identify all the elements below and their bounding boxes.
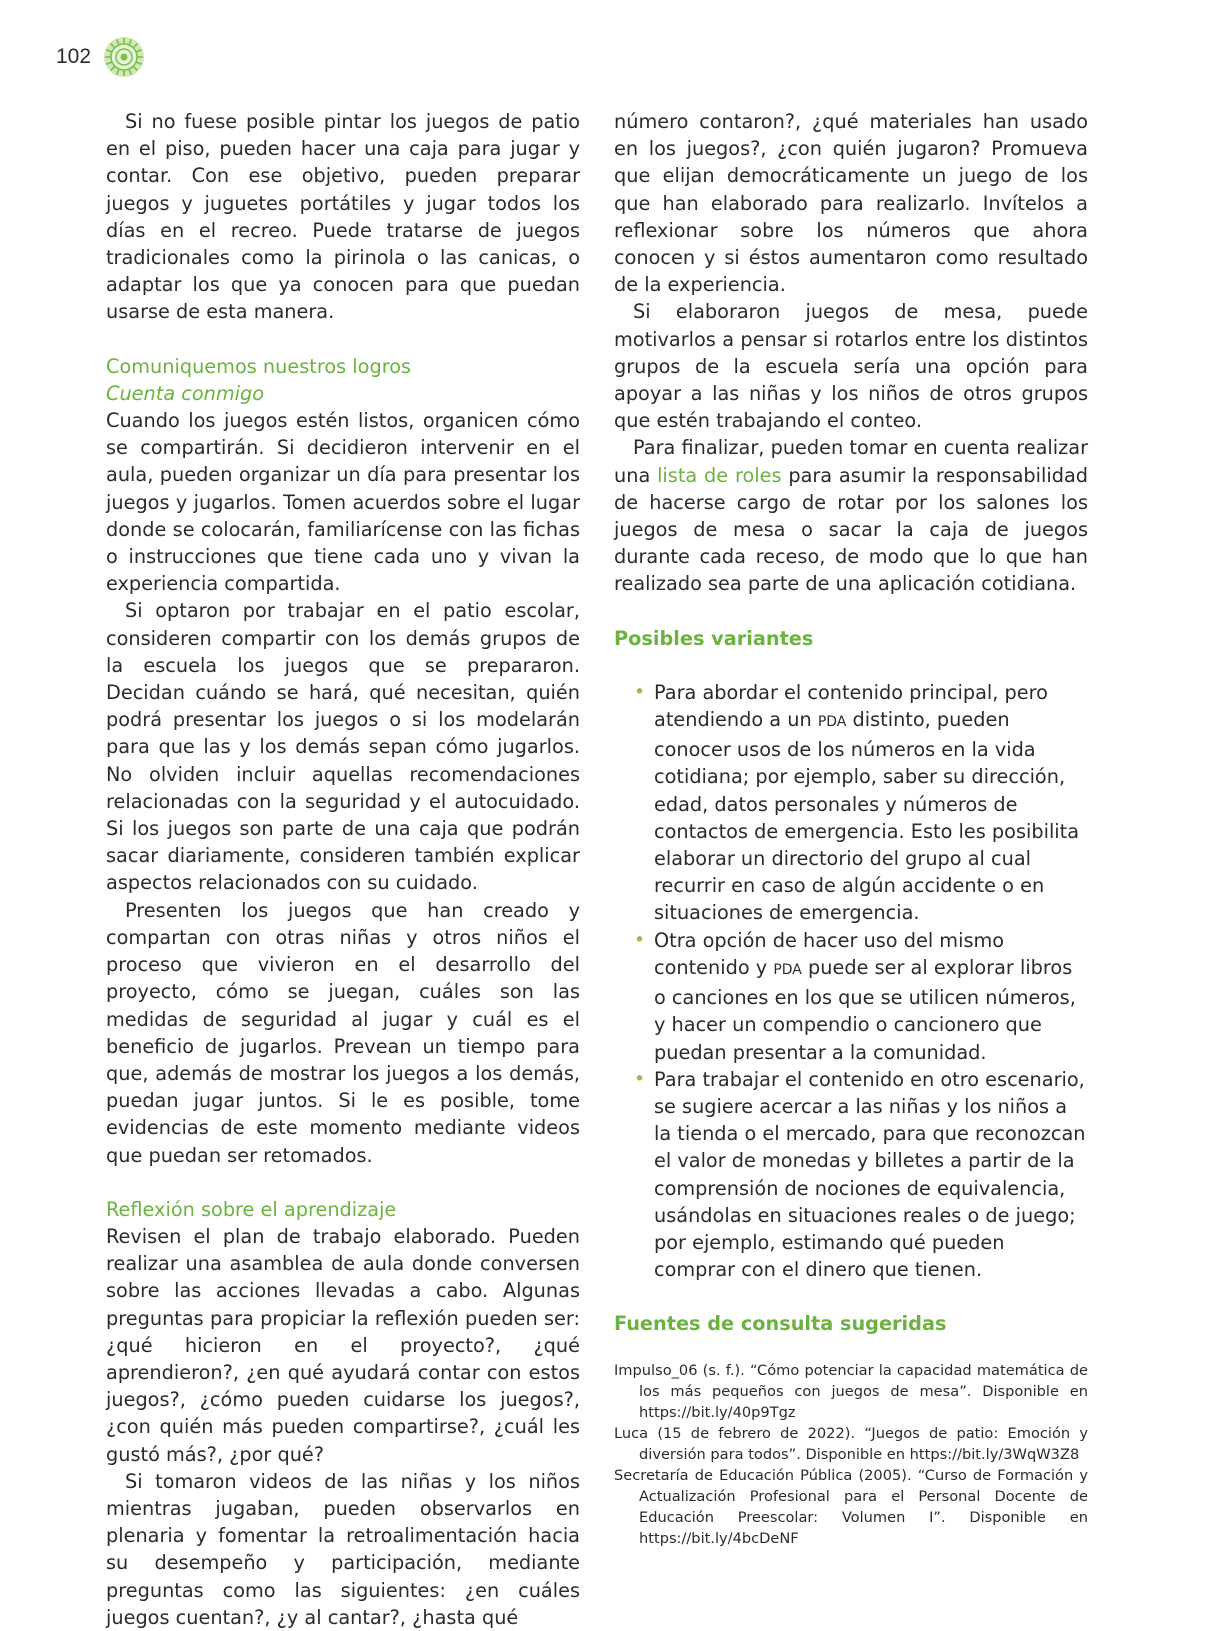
right-column	[614, 108, 1088, 1549]
paragraph: Si no fuese posible pintar los juegos de patio en el piso, pueden hacer una caja para jugar y contar. Con ese objetivo, pueden preparar juegos y juguetes portátiles y jugar todos los días en el recreo. Puede tratarse de juegos tradicionales como la pirinola o las canicas, o adaptar los que ya conocen para que puedan usarse de esta manera.	[106, 110, 580, 324]
list-item: • Otra opción de hacer uso del mismo contenido y PDA puede ser al explorar libros o canciones en los que se utilicen números, y hacer un compendio o cancionero que puedan presentar a la comunidad.	[634, 928, 1076, 1064]
reference-item: Impulso_06 (s. f.). “Cómo potenciar la capacidad matemática de los más pequeños con juegos de mesa”. Disponible en https://bit.ly/40p9Tgz	[614, 1361, 1088, 1421]
section-heading-logros: Comuniquemos nuestros logros	[106, 354, 412, 378]
roles-link[interactable]: lista de roles	[657, 463, 782, 487]
variants-list	[614, 679, 1088, 1283]
section-heading-reflexion: Reflexión sobre el aprendizaje	[106, 1197, 397, 1221]
bullet-icon: •	[634, 928, 646, 951]
bullet-icon: •	[634, 1067, 646, 1090]
list-item: • Para trabajar el contenido en otro escenario, se sugiere acercar a las niñas y los niños a la tienda o el mercado, para que reconozcan el valor de monedas y billetes a partir de la comprensión de nociones de equivalencia, usándolas en situaciones reales o de juego; por ejemplo, estimando qué pueden comprar con el dinero que tienen.	[634, 1067, 1086, 1282]
reference-item: Luca (15 de febrero de 2022). “Juegos de patio: Emoción y diversión para todos”. Disponible en https://bit.ly/3WqW3Z8	[614, 1424, 1088, 1463]
emblem-icon	[103, 36, 145, 78]
paragraph: Si optaron por trabajar en el patio escolar, consideren compartir con los demás grupos de la escuela los juegos que se prepararon. Decidan cuándo se hará, qué necesitan, quién podrá presentar los juegos o si los modelarán para que las y los demás sepan cómo jugarlos. No olviden incluir aquellas recomendaciones relacionadas con la seguridad y el autocuidado. Si los juegos son parte de una caja que podrán sacar diariamente, consideren también explicar aspectos relacionados con su cuidado.	[106, 599, 580, 895]
paragraph: número contaron?, ¿qué materiales han usado en los juegos?, ¿con quién jugaron? Promueva que elijan democráticamente un juego de los que han elaborado para realizarlo. Invítelos a reflexionar sobre los números que ahora conocen y si éstos aumentaron como resultado de la experiencia.	[614, 110, 1088, 297]
paragraph: Si tomaron videos de las niñas y los niños mientras jugaban, pueden observarlos en plenaria y fomentar la retroalimentación hacia su desempeño y participación, mediante preguntas como las siguientes: ¿en cuáles juegos cuentan?, ¿y al cantar?, ¿hasta qué	[106, 1469, 580, 1629]
page-number: 102	[56, 45, 92, 68]
paragraph: Revisen el plan de trabajo elaborado. Pueden realizar una asamblea de aula donde conversen sobre las acciones llevadas a cabo. Algunas preguntas para propiciar la reflexión pueden ser: ¿qué hicieron en el proyecto?, ¿qué aprendieron?, ¿en qué ayudará contar con estos juegos?, ¿cómo pueden cuidarse los juegos?, ¿con quién más pueden compartirse?, ¿cuál les gustó más?, ¿por qué?	[106, 1224, 580, 1466]
text-span: para asumir la responsabilidad de hacerse cargo de rotar por los salones los juegos de mesa o sacar la caja de juegos durante cada receso, de modo que lo que han realizado sea parte de una aplicación cotidiana.	[614, 463, 1089, 596]
page-header	[56, 36, 145, 78]
references-list	[614, 1360, 1088, 1549]
section-heading-fuentes: Fuentes de consulta sugeridas	[614, 1312, 947, 1336]
paragraph: Cuando los juegos estén listos, organicen cómo se compartirán. Si decidieron intervenir en el aula, pueden organizar un día para presentar los juegos y jugarlos. Tomen acuerdos sobre el lugar donde se colocarán, familiarícense con las fichas o instrucciones que tiene cada uno y vivan la experiencia compartida.	[106, 409, 580, 596]
section-heading-variantes: Posibles variantes	[614, 626, 814, 650]
subheading-cuenta-conmigo: Cuenta conmigo	[106, 381, 265, 405]
text-span: Para finalizar, pueden tomar en cuenta realizar una	[614, 436, 1088, 487]
paragraph: Presenten los juegos que han creado y compartan con otras niñas y otros niños el proceso que vivieron en el desarrollo del proyecto, cómo se juegan, cuáles son las medidas de seguridad al jugar y cuál es el beneficio de jugarlos. Prevean un tiempo para que, además de mostrar los juegos a los demás, puedan jugar juntos. Si le es posible, tome evidencias de este momento mediante videos que puedan ser retomados.	[106, 898, 580, 1167]
reference-item: Secretaría de Educación Pública (2005). “Curso de Formación y Actualización Profesional para el Personal Docente de Educación Preescolar: Volumen I”. Disponible en https://bit.ly/4bcDeNF	[614, 1466, 1088, 1547]
paragraph-roles	[614, 434, 1088, 597]
list-item: • Para abordar el contenido principal, pero atendiendo a un PDA distinto, pueden conocer usos de los números en la vida cotidiana; por ejemplo, saber su dirección, edad, datos personales y números de contactos de emergencia. Esto les posibilita elaborar un directorio del grupo al cual recurrir en caso de algún accidente o en situaciones de emergencia.	[634, 680, 1080, 925]
paragraph: Si elaboraron juegos de mesa, puede motivarlos a pensar si rotarlos entre los distintos grupos de la escuela sería una opción para apoyar a las niñas y los niños de otros grupos que estén trabajando el conteo.	[614, 300, 1088, 433]
left-column	[106, 108, 580, 1631]
bullet-icon: •	[634, 680, 646, 703]
